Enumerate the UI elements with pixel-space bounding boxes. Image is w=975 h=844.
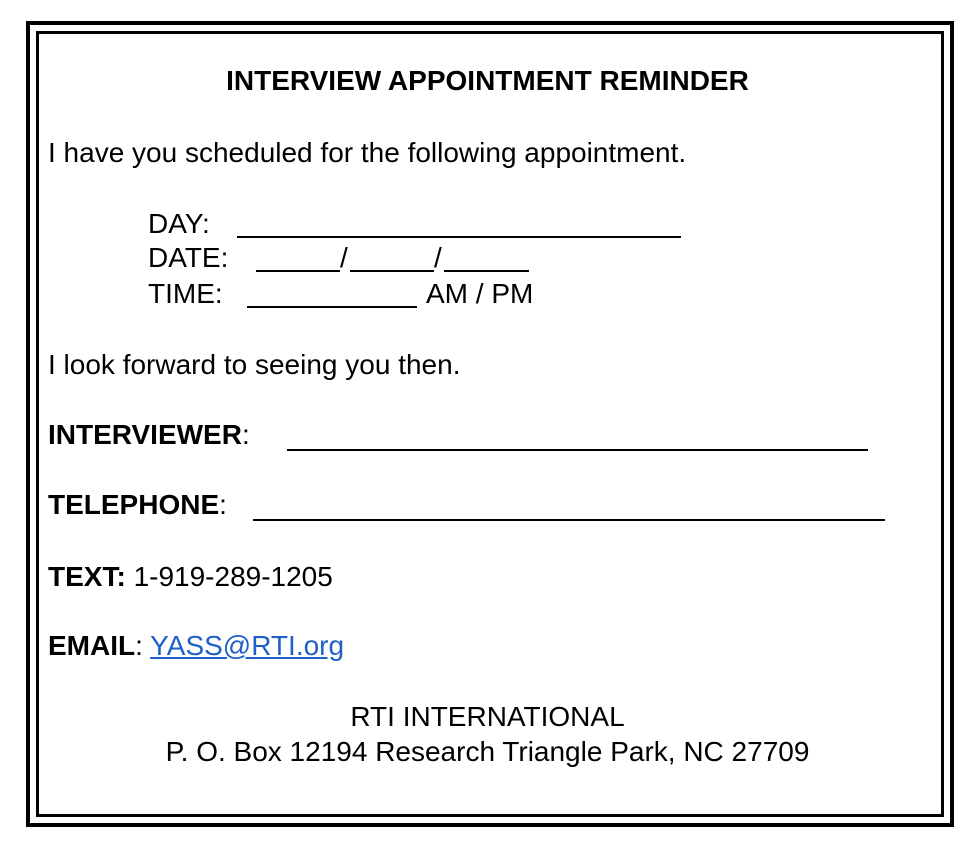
text-contact-row	[48, 560, 333, 594]
date-separator-2: /	[434, 242, 442, 273]
email-colon: :	[135, 630, 143, 661]
date-separator-1: /	[340, 242, 348, 273]
footer-org: RTI INTERNATIONAL	[350, 701, 625, 732]
date-month-blank-line	[256, 270, 340, 272]
day-label: DAY:	[148, 208, 210, 239]
closing-text: I look forward to seeing you then.	[48, 349, 461, 380]
telephone-colon: :	[219, 489, 227, 520]
interviewer-colon: :	[241, 419, 250, 450]
email-link[interactable]: YASS@RTI.org	[150, 630, 345, 661]
telephone-blank-line	[253, 519, 885, 521]
interviewer-label: INTERVIEWER	[48, 419, 242, 450]
telephone-label: TELEPHONE	[48, 489, 220, 520]
date-label: DATE:	[148, 242, 229, 273]
date-day-blank-line	[350, 270, 434, 272]
day-blank-line	[237, 236, 681, 238]
intro-text: I have you scheduled for the following appointment.	[48, 137, 687, 168]
footer-address: P. O. Box 12194 Research Triangle Park, NC 27709	[165, 736, 810, 767]
time-blank-line	[247, 306, 417, 308]
telephone-row	[48, 488, 227, 522]
email-label: EMAIL	[48, 630, 136, 661]
time-suffix: AM / PM	[426, 278, 534, 309]
page-title: INTERVIEW APPOINTMENT REMINDER	[226, 65, 749, 96]
text-contact-label: TEXT:	[48, 561, 126, 592]
interviewer-row	[48, 418, 250, 452]
time-label: TIME:	[148, 278, 223, 309]
text-contact-value: 1-919-289-1205	[133, 561, 333, 592]
date-year-blank-line	[444, 270, 529, 272]
interviewer-blank-line	[287, 449, 868, 451]
email-row	[48, 629, 344, 663]
